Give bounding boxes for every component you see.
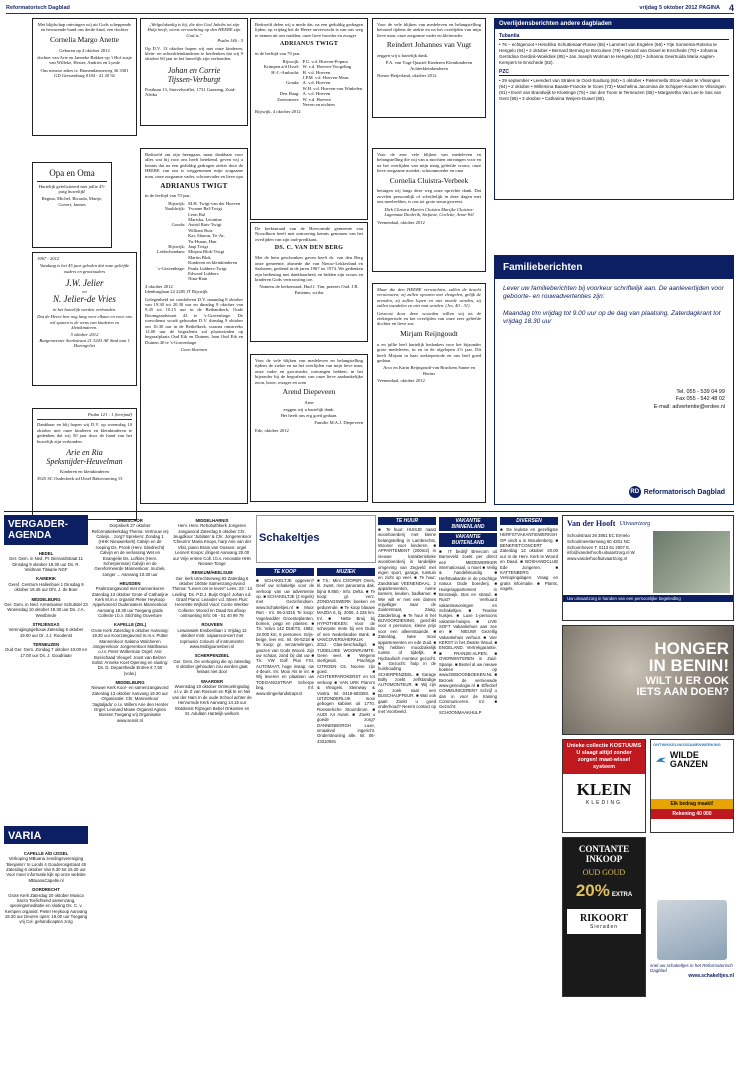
other-newspapers-overview: Overlijdensberichten andere dagbladen Tubantia • 76 ‒ echtgenoot • Hendrika Schuttenaar-Rosse (65) • Lammert van Engelen (66) • Ytje Sonnema-Rotsma te Hengelo (94) • 2 oktober • Bernard Berning te Borculoen (79) • Gerard van Dissel te Enschede (79) • Johanna Gerritdina Gerdink-Woeldink (85) • Jan Joseph Wolman te Hengelo (92) • Johanna Geertruida Maria Aagten-Kempers te Enschede (82). PZC • 29 september • Leendert van Stralen te Oost-Souburg (84) • 1 oktober • Pietermella Stroe-Vader te Vlissingen (94) • 2 oktober • Willemina Baaste-Francke te Goes (73) • Machelina Jacomina de Schipper-Kooten te Vlissingen (81) • Evert van Brandwijk te Kloetinge (75) • Jan den Toom te Terneuzen (85) • Margaretha Van Lee te Sas van Gent (95) • 3 oktober • Catharina Weijers-Duwel (85). [494,18,734,200]
family-row: William Ruis [188,227,213,233]
varia-title: VARIA [4,826,88,844]
deceased-name: Cornelia Cluistra-Verbeek [389,175,469,185]
family-row: Edward Lubbers [188,270,219,276]
family-row: Kai, Sharon, Yo-Ar, [188,233,225,239]
family-row: Naaldwijk: Yvonne Bal-Twigt [164,206,222,212]
wilde-ganzen-ad: ONTWIKKELINGSSAMENWERKING WILDE GANZEN Elk bedrag maakt! Rekening 40 000 [650,739,734,833]
fax-number: Fax 055 - 542 48 02 [675,396,725,403]
family-row: Rijswijk: Jaap Twigt [168,243,208,249]
family-row: Rijswijk: M.H. Twigt-van der Hoeven [168,200,241,206]
newspaper-image [657,900,727,960]
agenda-place: KAMERIK [35,576,57,582]
opa-oma-ad: Opa en Oma Hartelijk gefeliciteerd met jullie 45-jarig huwelijk! Regina, Michel, Ricarda, Martje, Govert, Jannes [32,162,112,248]
family-row: Neven en nichten [302,101,335,107]
schakeltjes-column-3 [378,515,436,1060]
category-header: VAKANTIE BUITENLAND [439,533,497,547]
page-number: 4 [728,3,734,13]
page-date: vrijdag 5 oktober 2012 PAGINA [639,5,720,11]
agenda-item: KAMERIK Geref. Centrum Hallenboei 1 Dinsdag 9 oktober 19.45 uur Dhr. J. de Boer [4,576,88,592]
family-row: Rijswijk: P.G. v.d. Hoeven-Popma [282,58,348,64]
agenda-column-1-varia [4,848,88,1058]
birth-announcement: Met blijdschap ontvingen wij uit Gods scheppende en bewarende hand ons derde kind, een dochter Cornelia Margo Anette Geboren op 4 oktober 2012 dochter van Arie en Janneke Bakker-op 't Hof zusje van Willeke, Hester, Andries en Lynde Ons nieuwe adres is: Binnendamseweg 36 3381 GD Giessenburg 0184 - 41 20 92 [32,18,137,136]
agenda-place: RENKUM/HEELSUM [191,570,233,576]
family-list [145,201,243,282]
email-address[interactable]: E-mail: advertentie@erdee.nl [653,404,725,411]
photo [653,531,730,593]
thanks-reijngoudt: Maar die den HEERE verwachten, zullen de kracht vernieuwen; zij zullen opvaren met vleugelen, gelijk de arenden, zij zullen lopen en niet moede worden, zij zullen wandelen en niet mat worden. (Jes. 40 : 31) Getroost door deze woorden willen wij na de ziekteperiode en het overlijden van onze zeer geliefde dochter en lieve zus Mirjam Reijngoudt u en jullie heel hartelijk bedanken voor het bijzonder grote medeleven, in en in de afgelopen 2½ jaar. Dit heeft Mirjam in haar ziekteperiode en ons heel goed gedaan. Arco en Karin Reijngoudt-van Bruchem Sanne en Bertus Veenendaal, oktober 2012 [372,283,486,503]
family-row: Den Haag: A. v.d. Hoeven [279,91,331,97]
anniversary-tijssen: „Welgelukzalig is hij, die den God Jakobs tot zijn Hulp heeft, wiens verwachting op den HEERE zijn God is." Psalm 146 : 5 Op D.V. 13 oktober hopen wij met onze kinderen, klein- en achterkleinkinderen te herdenken dat wij 9 oktober 60 jaar in het huwelijk zijn verbonden. Johan en Corrie Tijssen-Verburgt Posthum 13, Stuivelsvallei, 1731 Gauzeng, Zuid-Afrika [140,18,248,126]
category-header: DIVERSEN [500,517,558,525]
family-row: Leidschendam: Mirjam Blok-Twigt [157,249,225,255]
agenda-place: KAPELLE (ZEL) [113,622,147,628]
overview-section-pzc: PZC [499,69,729,76]
agenda-item: MIDDELHARNIS Herv. Herv. Rehobothkerk Jongeren zangavond Zaterdag 6 oktober Chr. Jeugdkoor 'Jubilate' & Chr. Jongerenkoor 'Cheurim' Maria Knops, harp Arie van der Vlist, piano Bram van Oussen: orgel Lennert Knops: dirigent Aanvang 20.00 uur Vrije entree Coll. t.b.v. renovatie HHK Nieuwe-Tonge [172,518,252,566]
family-row: Mariska, Leontine [188,216,222,222]
agenda-item: STRIJENSAS Verenigingsgebouw Zaterdag 6 oktober 19.00 uur Dr. J.J. Roodenst [4,622,88,638]
family-row: Gouda: Astrid Ruis-Twigt [171,222,222,228]
family-row: Krimpen a/d IJssel: W. v.d. Hoeven-Voogeling [263,64,352,70]
classified-text: ■ T.k.: Mini COOPER Ones, kl. zwart, met panorama dak, bijna 9.850,- Info: Delta. ■ Te koop: gr. verz. ZONDAGSWERK boeken en gedurende. ■ Te koop blauwe MAZDA 5, bj. 2006, 4.225 km. Inl. ■ Nette Bruij bij HYPOTHEKEN: Voor de scherpste rente bij een Duits of een Nederlandse Bank. ■ VANCOVERS/HERKLIK 2012. Glas-beschadigd. ■ TIJDELIJKE WOONRUIMTE. Geen veel. ■ Wegens sterfgeval. Prachtige CITROEN C5. Noorse zijn goed. ■ ACHTERPAROKERST en tot verkoop ■ VAN URK Piano's & Vleugels. Steinway & Vostra. Inl. 0418-683393. ■ UITZONDERLIJK mooi gebogen kabinet uit 1770. Roesselsche Stoombrom. ■ AUDI A4 Avant. ■ Zoekt u goede zorg? DANNENBORGH Luxe, smaakvol ingericht. Ondersteuning alle. Inl. 06-43310591 [317,578,375,744]
deceased-name: DS. C. VAN DEN BERG [274,245,344,252]
agenda-item: SCHERPENZEEL Ger. Gem. De verkoping die op zaterdag 6 oktober gehouden zou worden gaat helaas niet door [173,653,251,675]
schakeltjes-header [256,515,376,563]
agenda-place: TERNEUZEN [32,642,60,648]
deceased-name: Reindert Johannes van Vugt [386,40,472,50]
agenda-column-2 [91,515,169,1060]
schakeltjes-column-5 [500,515,558,1060]
family-row: Martin Blok [188,254,211,260]
agenda-item: ROUVEEN Lewanwiek Ensbenfaan 1 Vrijdag 12 oktober Instr. najaarsconcert met topmusici Colours of instruments! www.Mobijpunenberi.nl [172,622,252,649]
agenda-place: MIDDELBURG [31,596,61,602]
classified-text: ■ SCHAKELTJE opgeven? Geef uw schakeltje voor de verkoop van uw advertentie op. ■ SCHAKELTJE (2 regels) met Gezinfondsen. www.Schakeltjes.nl ■ Moor Riet - Inl. 06-24315 Te koop: Vogelvodder Groenteplanten, bomen, pegp en planten. ■ T.k. Volvo 142 DUETS, 1982, 19.000 km, 6 personen. Grijs-beige, leer etc. Inl. 06-5218 ■ Te koop: gr. verzamelingen, ganzen van Gods Woord. Zijn uw schaar, zand bij dat uw ■ T.k. VW Golf Plus FSI, AUTOMAAT, hoge instap, nw 4-deurs. Inr. Mooi Als te inr. ■ Wij leveren en plaatsen uw TOEGANGSTRAP. Scherpe beg. Inf. www.slingerlandstrapt.nl [256,578,314,696]
family-row: Nina-Rian [188,276,208,282]
family-row: Kinderen en kleinkinderen [188,260,238,266]
family-notices-title: Familieberichten [495,256,733,279]
schakeltjes-column-4 [439,515,497,1060]
family-list [255,59,363,108]
family-row: Yu-Hsuan, Han [188,238,217,244]
anniversary-speksnijder: Psalm 121 : 1 (berijmd) Dankbaar en blij hopen wij D.V. op woensdag 10 oktober met onze kinderen en kleinkinderen te gedenken dat wij 50 jaar door de hand van het huwelijk zijn verbonden. Arie en Ria Speksnijder-Heuvelman Kinderen en kleinkinderen 3925 SC Oudeckerk ad IJssel Bakovstering 13 [32,408,137,520]
obituary-kerkenraad: De kerkenraad van de Hervormde gemeente van Noordhorn heeft met ontroering kennis genomen van het overlijden van zijn oud-predikant, DS. C. VAN DEN BERG Met de hem geschonken gaven heeft ds. van den Berg onze gemeente, alsmede die van Nieuw-Lekkerland en Sasbaren, gediend in de jaren 1967 tot 1974. We gedenken zijn bediening met dankbaarheid, en bidden zijn vrouw en kinderen Gods vertroosting toe. Namens de kerkenraad, Hud J. Tim, praeses Oud. J.R. Pattenns, scriba [250,222,368,342]
schakeltjes-column-1 [256,566,314,1060]
deceased-name: ADRIANUS TWIGT [279,41,339,48]
deceased-name: Arend Diepeveen [282,387,336,397]
rikoort-gold-ad: CONTANTE INKOOP OUD GOUD 20% EXTRA RIKOORT Sieraden [562,837,646,997]
schakeltjes-promo: snel uw schakeltjes in het Reformatorisch Dagblad www.schakeltjes.nl [650,900,734,1000]
agenda-item: MIDDELBURG Nieuwe Kerk Koor- en samenzangavond Zaterdag 13 oktober Aanvang 19.30 uur Organisatie: Chr. Mannenkoor 'Jagtaljadu' o.l.v. Willem Arie den Herder Orgel: Leonard Mowe Organist Agnes Bussen Toegang vrij Organisatie www.sensit.nl [91,680,169,723]
agenda-item: WAARDER Woensdag 10 oktober Ontmoetingsdag o.l.v. de Z van Rossum en Rijk te en Nel van der Ham In de oude School achter de Hervormde Kerk Aanvang 14.15 uur Slotdienst Rijzegen Bebel Onkosten en St. Adullam Hartelijk welkom [172,678,252,716]
schakeltjes-column-2 [317,566,375,1060]
agenda-place: ROUVEEN [201,622,223,628]
klein-kleding-ad: Unieke collectie KOSTUUMS U slaagt altijd zonder zorgen! maat-wissel systeem KLEIN KLEDING [562,739,646,833]
agenda-item: CAPELLE A/D IJSSEL Verkoping MBuana zendingsvereniging 'Benjamin' In Loods 4 Gouderosgstraat 45 Zaterdag 6 oktober Van 9.30 tot 15.30 uur Voor meer informatie kijk op onze website MBuanaCapelle.nl [6,851,86,883]
agenda-place: STRIJENSAS [32,621,60,627]
thanks-cluistra: Voor de zeer vele blijken van medeleven en belangstelling die wij van u mochten ontvangen voor en na het overlijden van mijn innig geliefde vrouw, onze lieve zorgzame moeder, schoonmoeder en oma Cornelia Cluistra-Verbeek betuigen wij langs deze weg onze oprechte dank. Dat zovelen persoonlijk of schriftelijk in deze dagen met ons meeleefden, is ons tot grote steun geweest. Dirk Cluistra Marien Cluistra Marijke Cluistra-Lagemaat Diederik, Stefanie, Corlette, Anne-Wil Veenendaal, oktober 2012 [372,148,486,272]
agenda-place: CAPELLE A/D IJSSEL [23,851,69,856]
family-row: 's-Gravenhage: Paula Lubbers-Twigt [157,265,227,271]
agenda-place: SCHERPENZEEL [194,653,230,659]
category-header: MUZIEK [317,568,375,576]
family-row: Zoetermeer: W. v.d. Hoeven [277,96,331,102]
overview-section-tubantia: Tubantia [499,33,729,40]
agenda-place: DORDRECHT [32,887,60,893]
classified-text: ■ Te huur: HUISJE naast woonboerderij met kleine belangstelling in Lambrechts, Wooner voor kinderen. ■ APPARTEMENT (200m2) in nieuwe karakteristieke woonboerderij in landelijke omgeving van Zegveld met eigen sport, garage, tuintuin en zicht op veel. ■ Te huur: Zandstraat VEENENDAAL. 2 appartementen, ruime kamers, keuken, badkamer. ■ Wie wilt er met een dames vrijwilliger naar de Zuiderstraat, Zaag, Zanderbrug. ■ Te huur in het BIJVOORZIENING, geschikt voor 4 personen, kleine prijs voor een alleenstaande. ■ Zaterdag, twee mooi appartementen en ede Zuid. ■ Wij hebben moodzakelijk ruimte of tijdelijk. ■ Hydraulisch monteur gezocht. ■ Gezocht: hulp in de huishouding SCHERPENZEEL. ■ Garage Bolly zoekt zelfstandige AUTOMONTEUR. ■ Wij zijn op zoek naar een BUSCHAUFFEUR. ■ Wat ook gaat! Zoekt u goed onderhoud? Neemt contact op met Voorbeeld. [378,527,436,715]
deceased-name: Mirjam Reijngoudt [400,328,458,338]
agenda-place: MIDDELBURG [115,680,145,686]
agenda-item: DREISCHOR Dorpskerk 27 oktober Reformatiekerkdag Thema: Vertrouw vrij Calvijn... zorg? Sprekers: Zondag 1 (HHK Nieuwerkerk) Calvijn en de roeping Ds. Pronk (Herv. Sliedrecht) Calvijn en de verlossing Wet en Evangelie Ds. Lufkins (Herv. Scherpenisse) Calvijn en de Gereformeerde Mannenkoor, muziek, zanger ... Aanvang 10.30 uur [91,518,169,577]
thanks-van-vugt: Voor de vele blijken van medeleven en belangstelling betoond tijdens de ziekte en na het overlijden van mijn lieve man, onze zorgzame vader en kleinvader Reindert Johannes van Vugt zeggen wij u hartelijk dank. P.A. van Vugt-Quartel Kinderen Kleinkinderen Achterkleinkinderen Nieuw-Beijerland, oktober 2012 [372,18,486,118]
category-header: TE HUUR [378,517,436,525]
benin-hunger-ad: HONGER IN BENIN! WILT U ER OOK IETS AAN DOEN? [562,625,734,735]
agenda-column-3 [172,515,252,1060]
deceased-name: ADRIANUS TWIGT [160,182,228,191]
family-row: Gouda: A. v.d. Hoeven [285,80,331,86]
phone-number: Tel. 055 - 539 04 99 [676,388,725,395]
family-row: W.H. v.d. Hoeven-van Winkelen [302,85,363,91]
agenda-place: MIDDELHARNIS [195,518,229,523]
ad-title: Opa en Oma [49,168,95,178]
agenda-item: TERNEUZEN Oud Ger. Gem. Zondag 7 oktober 10.00 en 17.00 uur Ds. J. Goudriaan [5,642,87,658]
agenda-column-1 [4,548,88,818]
agenda-place: HEDEL [38,551,54,556]
category-header: TE KOOP [256,568,314,576]
family-notices-box: Familieberichten Lever uw familieberichten bij voorkeur schriftelijk aan. De aanlevertijden voor geboorte- en rouwadvertenties zijn: Maandag t/m vrijdag tot 9.00 uur op de dag van plaatsing. Zaterdagkrant tot vrijdag 18.30 uur Tel. 055 - 539 04 99 Fax 055 - 542 48 02 E-mail: advertentie@erdee.nl RD Reformatorisch Dagblad [494,255,734,505]
family-row: Leon Bal [188,211,206,217]
classified-text: ■ IT bedrijf Breecom uit Barneveld zoekt per direct een MEDEWERKER internationaal, u moet ■ Veilig & handelskundig ■ Herfstvakantie in de prachtige natuur. Oude boerderij. ■ Huisje/appartement in Bronswijk. Bos en strand. ■ Rust? Verhuurd vakantiewoningen en Schakeltjes. ■ Texelse huisjes. ■ Luxe 1-persoons vakantie-huisjes. ■ LIVE SOFT Vakantiehuis aan zee en ■ NIEUW! Gezellig Vakantiehuis verhuur. ■ Vier KERST in het Zwarte Woud. ■ ENGELAND. Vertrekgarantie. ■ FRANSE-ALPEN. ■ OVERWINTEREN in Zuid-Spanje. ■ Bestel al uw nieuwe boeken op www.DEBOOSBOEKEN.NL ■ Bezoek de vernieuwde www.geneologie.nl ■ Effectief COMMUNICEREN? Schrijf u dan in voor de training Communiceren. Inl. ■ Gezocht: SCHOONMAAKHULP [439,549,497,715]
agenda-item: KAPELLE (ZEL) Grote Kerk Zaterdag 6 oktober Aanvang: 19.30 uur Koorzangavond m.m.v. Putter Mannenkoor Salamo Walcheren Jongerenkoor Jongerenkoor Matthaeus o.l.v. Peter Wolterman Orgel: Arie Bosschaad Vleugel: Joost van Belzen Solist: Anneke Koet Opening en sluiting: Ds. D. Depantheide Entree € 7,50 (volw.) [91,622,169,676]
classified-text: ■ De leukste en gezelligste HERFSTVAKANTIEWERKSHOP vindt u in Woudenberg. ■ BENEFIETCONCERT Zaterdag 13 oktober 20.00 uur in de Herv. Kerk te Woord en Daad. ■ BOSHANDCLUB Ede Jongeren. ■ KATTENBERG Verkopingdagen. Vraag en gratis informatie. ■ Plants, vogels. [500,527,558,591]
overview-title: Overlijdensberichten andere dagbladen [495,19,733,29]
family-row: H.-I.-Ambacht: H. v.d. Hoeven [271,69,331,75]
agenda-item: HEUSDEN Psalmzangavond met mannenkoren Zaterdag 13 oktober Grote of Catharijne Kerk M.m.v. organist Pieter Heykoop Appelvonerd Ouderwaters Mannenkoor Aanvang 19.30 uur Toegang gratis Collecte t.b.v. Stichting Ouverture [91,580,169,619]
page-header [6,4,734,14]
agenda-place: HEUSDEN [119,580,141,586]
rd-logo-icon: RD [629,486,641,498]
agenda-item: HEDEL Ger. Gem. in Ned. Pr. Bernardstraat 11 Dinsdag 9 oktober 19.30 uur Ds. R. Veldman Titwarie NGF [4,551,88,572]
obituary-twigt-family: Bedroefd om zijn heengaan, maar dankbaar voor alles wat hij voor ons heeft betekend, geven wij u kennis dat na een geduldig gedragen ziekte door de HEERE van ons is weggenomen mijn zorgzame man, onze zorgzame vader, schoonvader en lieve opa ADRIANUS TWIGT in de leeftijd van 70 jaar. Rijswijk: M.H. Twigt-van der Hoeven Naaldwijk: Yvonne Bal-Twigt Leon Bal Mariska, Leontine Gouda: Astrid Ruis-Twigt William Ruis Kai, Sharon, Yo-Ar, Yu-Hsuan, Han Rijswijk: Jaap Twigt Leidschendam: Mirjam Blok-Twigt Martin Blok Kinderen en kleinkinderen 's-Gravenhage: Paula Lubbers-Twigt Edward Lubbers Nina-Rian 4 oktober 2012 Idenburglaan 22 2285 JT Rijswijk Gelegenheid tot condoleren D.V. maandag 8 oktober van 19.30 tot 20.30 uur en dinsdag 9 oktober van 9.45 tot 10.15 uur in de Bethanikerk, Oude Boomgaardstraat 43 te 's-Gravenhage. De rouwdienst wordt gehouden D.V. dinsdag 9 oktober om 10.30 uur in de Bethelkerk, waarna omstreeks 12.00 uur de begrafenis zal plaatsvinden op begraafplaats Oud Eik en Duinen, laan Oud Eik en Duinen 40 te 's-Gravenhage. Geen bloemen [140,148,248,504]
publication-name: Reformatorisch Dagblad [6,5,70,11]
anniversary-jelier: 1967 - 2012 Vandaag is het 45 jaar geleden dat onze geliefde ouders en grootouders J.W. Jelier en N. Jelier-de Vries in het huwelijk werden verbonden. Dat de Heere hen nog lang voor elkaar en voor ons wil sparen is de wens van kinderen en kleinkinderen. 5 oktober 2012 Burgemeester Sterkstraat 21 3243 AE Stad aan 't Haringvliet [32,252,137,386]
goose-icon [655,753,667,767]
agenda-item: DORDRECHT Grote Kerk Zaterdag 20 oktober Musica Sacra Toelichtend samenzang, openingsmeditatie en sluiting Ds. C. v. Kempen organist: Pieter Heykoop Aanvang 19.30 uur Deuren open: 19.00 uur Toegang vrij Col. gehandicapten zorg [4,887,88,925]
van-der-hooft-ad: Van der Hooft Uitvaartzorg Schoolstraat 26 3851 EC Ermelo Schoolmeestersweg 60 4201 NC Schoonhoven T. 0113 61 2007 E. info@vanderhooft-uitvaartzorg.nl W. www.vanderhooftuitvaartzorg.nl Uw uitvaartzorg in handen van een persoonlijke begeleiding [562,515,734,621]
rd-logo: RD Reformatorisch Dagblad [629,486,725,498]
agenda-item: RENKUM/HEELSUM Ger. kerk Utrechtseweg 83 Zaterdag 6 oktober 160ste Samenzang-avond Thema: "Leven om te leven" Lees: 23 : 14 Leiding: Ds. P.D.J. Buijs Orgel: Johan v.d. Graaf Piano: Leander v.d. Steen Fluit: Henriëtte Wijhold Viool: Corrie Werkter Collecte: Woord en Daad Na afloop ontmoeting Info: 06 - 51 40 99 78 [172,570,252,619]
obituary-twigt-siblings: Bedroefd delen wij u mede dat, na een geduldig gedragen lijden, op vrijdag het de Heere onverwacht is van ons weg te nemen uit ons midden, onze lieve broeder en zwager ADRIANUS TWIGT in de leeftijd van 70 jaar. Rijswijk: P.G. v.d. Hoeven-Popma Krimpen a/d IJssel: W. v.d. Hoeven-Voogeling H.-I.-Ambacht: H. v.d. Hoeven J.P.M. v.d. Hoeven-Maas Gouda: A. v.d. Hoeven W.H. v.d. Hoeven-van Winkelen Den Haag: A. v.d. Hoeven Zoetermeer: W. v.d. Hoeven Neven en nichten Rijswijk, 4 oktober 2012 [250,18,368,220]
agenda-place: DREISCHOR [117,518,143,523]
thanks-diepeveen: Voor de vele blijken van medeleven en belangstelling tijdens de ziekte en na het overlijden van mijn lieve man, onze vader en grootvader, ontvangen hebben, in het bijzonder bij de begrafenis van onze lieve aanhankelijke zoon, broer, zwager en oom Arend Diepeveen Arne zeggen wij u hartelijk dank. Het heeft ons erg goed gedaan. Familie M.A.J. Diepeveen Ede, oktober 2012 [250,354,368,502]
child-name: Cornelia Margo Anette [49,34,119,44]
agenda-item: MIDDELBURG Ger. Gem. in Ned. Armenianse Schuttdel 23 Woensdag 10 oktober 19.30 uur Ds. J.A. Westbrede [4,596,88,618]
category-header: VAKANTIE BINNENLAND [439,517,497,531]
family-row: J.P.M. v.d. Hoeven-Maas [302,74,349,80]
meeting-agenda-title: VERGADER- AGENDA [4,515,88,545]
agenda-place: WAARDER [200,678,224,684]
schakeltjes-title: Schakeltjes [259,532,320,544]
